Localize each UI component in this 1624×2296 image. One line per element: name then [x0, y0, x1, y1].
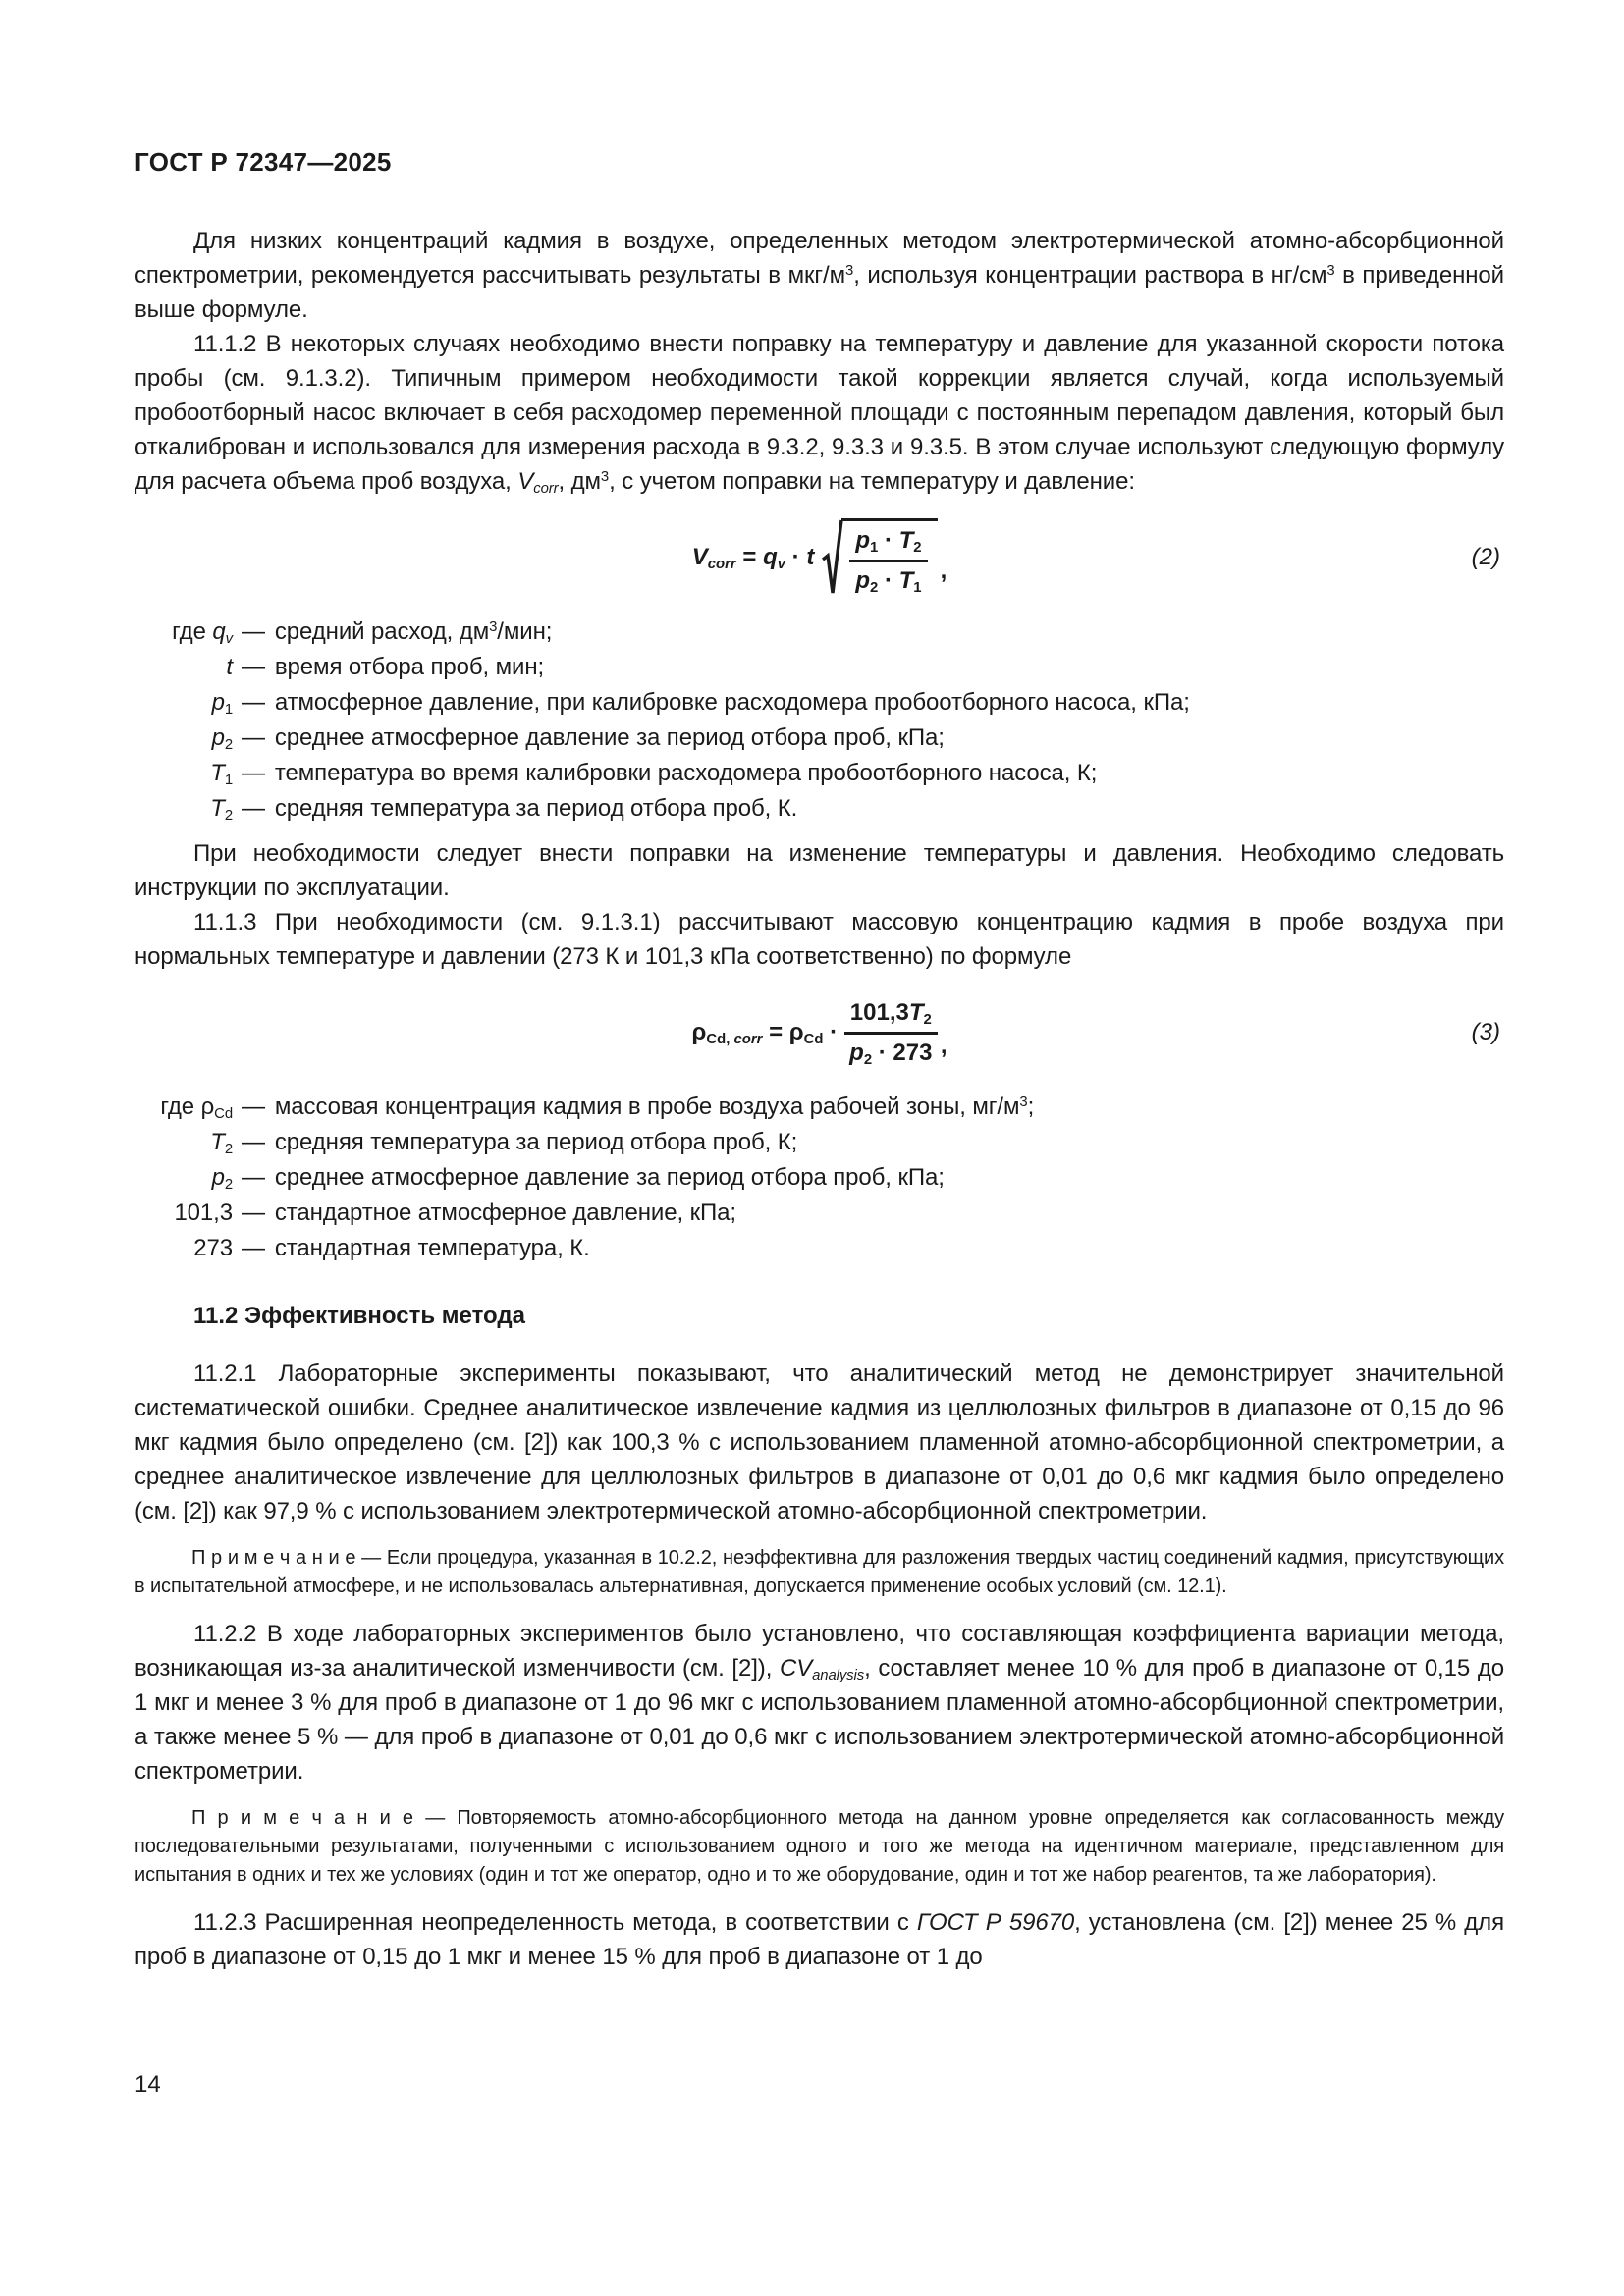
paragraph-intro: Для низких концентраций кадмия в воздухе, определенных методом электротермической атомно-абсорбционной спектрометрии, рекомендуется рассчитывать результаты в мкг/$м^3$, используя концентрации раствора в $нг/см^3$ в приведенной выше формуле. [135, 228, 1504, 323]
def-dash: — [242, 1129, 265, 1155]
def-row [135, 650, 1504, 685]
def-dash: — [242, 760, 265, 786]
def-text: среднее атмосферное давление за период отбора проб, кПа; [274, 724, 945, 751]
def-text: среднее атмосферное давление за период отбора проб, кПа; [274, 1164, 945, 1191]
def-term: где $q_v$ [172, 618, 233, 648]
def-row [135, 614, 1504, 650]
def-text: время отбора проб, мин; [274, 654, 545, 680]
def-text: температура во время калибровки расходомера пробоотборного насоса, К; [274, 760, 1098, 786]
def-row [135, 756, 1504, 791]
def-term: $T_2$ [210, 1129, 233, 1158]
formula-3-number: (3) [1471, 1019, 1500, 1045]
def-text: средняя температура за период отбора проб, К; [274, 1129, 798, 1155]
fraction-denominator: $p_2 \cdot 273$ [849, 1039, 933, 1068]
definition-list-1 [135, 614, 1504, 827]
def-term: $p_1$ [211, 689, 233, 719]
paragraph-correction: При необходимости следует внести поправки на изменение температуры и давления. Необходимо следовать инструкции по эксплуатации. [135, 840, 1504, 901]
def-term: где $\rho_{Cd}$ [160, 1094, 233, 1123]
formula-3 [135, 984, 1504, 1082]
def-term: $p_2$ [211, 724, 233, 754]
def-dash: — [242, 1235, 265, 1261]
radical-sign-icon [822, 518, 843, 597]
def-dash: — [242, 724, 265, 751]
def-text: средний расход, $дм^3$/мин; [274, 618, 553, 645]
definition-list-2 [135, 1090, 1504, 1266]
def-row [135, 1196, 1504, 1231]
def-term: 273 [193, 1235, 233, 1261]
def-term: $p_2$ [211, 1164, 233, 1194]
formula-2-expression [692, 518, 947, 597]
page-content [135, 147, 1504, 1974]
def-row [135, 791, 1504, 827]
note-2: П р и м е ч а н и е — Повторяемость атомно-абсорбционного метода на данном уровне определяется как согласованность между последовательными результатами, полученными с использованием одного и того же метода на идентичном материале, представленном для испытания в одних и тех же условиях (один и тот же оператор, одно и то же оборудование, один и тот же набор реагентов, та же лаборатория). [135, 1807, 1504, 1886]
def-dash: — [242, 1164, 265, 1191]
def-term: t [226, 654, 233, 680]
formula-2-lhs: $V_{corr} = q_v \cdot t$ [691, 544, 815, 573]
def-row [135, 1125, 1504, 1160]
def-term: $T_2$ [210, 795, 233, 825]
def-text: средняя температура за период отбора проб, К. [274, 795, 798, 822]
def-row [135, 1231, 1504, 1266]
def-dash: — [242, 1094, 265, 1120]
def-text: стандартная температура, К. [274, 1235, 590, 1261]
fraction [849, 526, 927, 596]
square-root-radical [822, 518, 937, 597]
def-text: стандартное атмосферное давление, кПа; [274, 1200, 736, 1226]
def-dash: — [242, 689, 265, 716]
def-term: 101,3 [174, 1200, 233, 1226]
def-row [135, 1090, 1504, 1125]
formula-2-number: (2) [1471, 544, 1500, 570]
fraction-numerator: $101,3T_2$ [844, 998, 938, 1035]
paragraph-11-2-2: 11.2.2 В ходе лабораторных экспериментов было установлено, что составляющая коэффициента вариации метода, возникающая из-за аналитической изменчивости (см. [2]), $CV_{analysis}$, составляет менее 10 % для проб в диапазоне от 0,15 до 1 мкг и менее 3 % для проб в диапазоне от 1 до 96 мкг с использованием пламенной атомно-абсорбционной спектрометрии, а также менее 5 % — для проб в диапазоне от 0,01 до 0,6 мкг с использованием электротермической атомно-абсорбционной спектрометрии. [135, 1621, 1504, 1785]
paragraph-11-2-3: 11.2.3 Расширенная неопределенность метода, в соответствии с ГОСТ Р 59670, установлена (см. [2]) менее 25 % для проб в диапазоне от 0,15 до 1 мкг и менее 15 % для проб в диапазоне от 1 до [135, 1909, 1504, 1970]
paragraph-11-1-3: 11.1.3 При необходимости (см. 9.1.3.1) рассчитывают массовую концентрацию кадмия в пробе воздуха при нормальных температуре и давлении (273 К и 101,3 кПа соответственно) по формуле [135, 909, 1504, 970]
section-heading-11-2: 11.2 Эффективность метода [193, 1303, 525, 1329]
radicand [841, 518, 937, 596]
def-dash: — [242, 795, 265, 822]
paragraph-11-1-2: 11.1.2 В некоторых случаях необходимо внести поправку на температуру и давление для указанной скорости потока пробы (см. 9.1.3.2). Типичным примером необходимости такой коррекции является случай, когда используемый пробоотборный насос включает в себя расходомер переменной площади с постоянным перепадом давления, который был откалиброван и использовался для измерения расхода в 9.3.2, 9.3.3 и 9.3.5. В этом случае используют следующую формулу для расчета объема проб воздуха, $V_{corr}$, $дм^3$, с учетом поправки на температуру и давление: [135, 331, 1504, 498]
def-dash: — [242, 654, 265, 680]
formula-2 [135, 508, 1504, 607]
formula-3-expression [692, 998, 947, 1068]
def-text: атмосферное давление, при калибровке расходомера пробоотборного насоса, кПа; [274, 689, 1190, 716]
formula-2-comma: , [940, 558, 947, 584]
def-term: $T_1$ [210, 760, 233, 789]
def-text: массовая концентрация кадмия в пробе воздуха рабочей зоны, $мг/м^3$; [274, 1094, 1035, 1120]
def-row [135, 721, 1504, 756]
doc-header-code: ГОСТ Р 72347—2025 [135, 147, 392, 177]
fraction-numerator: $p_1 \cdot T_2$ [849, 526, 927, 562]
paragraph-11-2-1: 11.2.1 Лабораторные эксперименты показывают, что аналитический метод не демонстрирует значительной систематической ошибки. Среднее аналитическое извлечение кадмия из целлюлозных фильтров в диапазоне от 0,15 до 96 мкг кадмия было определено (см. [2]) как 100,3 % с использованием пламенной атомно-абсорбционной спектрометрии, а среднее аналитическое извлечение для целлюлозных фильтров в диапазоне от 0,01 до 0,6 мкг кадмия было определено (см. [2]) как 97,9 % с использованием электротермической атомно-абсорбционной спектрометрии. [135, 1361, 1504, 1524]
formula-3-lhs: $\rho_{Cd,}$ $_{corr} = \rho_{Cd}$ · [691, 1019, 844, 1048]
fraction [844, 998, 938, 1068]
page-number: 14 [135, 2071, 161, 2098]
def-row [135, 1160, 1504, 1196]
def-dash: — [242, 618, 265, 645]
def-row [135, 685, 1504, 721]
def-dash: — [242, 1200, 265, 1226]
formula-3-comma: , [940, 1033, 947, 1059]
note-1: П р и м е ч а н и е — Если процедура, указанная в 10.2.2, неэффективна для разложения твердых частиц соединений кадмия, присутствующих в испытательной атмосфере, и не использовалась альтернативная, допускается применение особых условий (см. 12.1). [135, 1547, 1504, 1597]
fraction-denominator: $p_2 \cdot T_1$ [855, 567, 922, 597]
